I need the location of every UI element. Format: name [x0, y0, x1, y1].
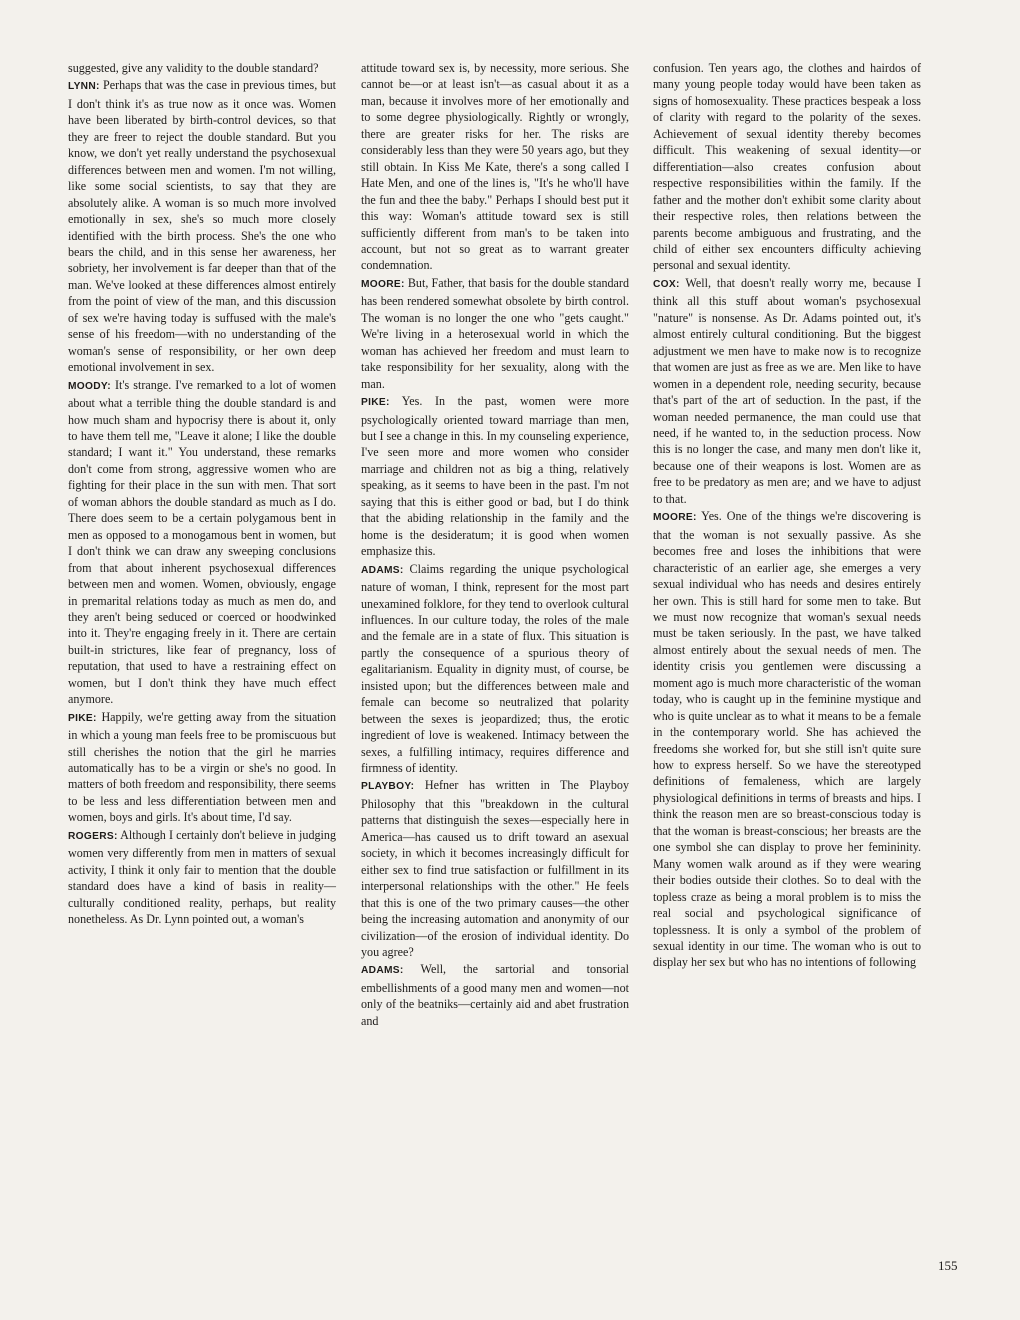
speaker-label: PIKE:: [361, 397, 390, 409]
speaker-label: LYNN:: [68, 81, 100, 93]
paragraph-text: Happily, we're getting away from the situation in which a young man feels free to be promiscuous but still cherishes the notion that the girl he marries automatically has to be a virgin or she's no good. In matters of both freedom and responsibility, there seems to be less and less differentiation between men and women, boys and girls. It's about time, I'd say.: [68, 709, 336, 825]
paragraph: [361, 393, 629, 560]
speaker-label: MOORE:: [653, 512, 697, 524]
page-number: 155: [938, 1258, 958, 1273]
paragraph: [361, 777, 629, 960]
paragraph-text: confusion. Ten years ago, the clothes and hairdos of many young people today would have been taken as signs of homosexuality. These practices bespeak a loss of clarity with regard to the polarity of the sexes. Achievement of sexual identity thereby becomes difficult. This weakening of sexual identity—or differentiation—also creates confusion about respective responsibilities within the family. If the father and the mother don't exhibit some clarity about their respective roles, then relations between the parents become ambiguous and frustrating, and the child of either sex encounters difficulty achieving personal and sexual identity.: [653, 61, 921, 273]
speaker-label: PLAYBOY:: [361, 781, 415, 793]
speaker-label: COX:: [653, 278, 680, 290]
paragraph-text: It's strange. I've remarked to a lot of women about what a terrible thing the double standard is and how much sham and hypocrisy there is about it, only to have them tell me, "Leave it alone; I like the double standard; I want it." You understand, these remarks don't come from strong, aggressive women who are fighting for their place in the sun with men. That sort of woman abhors the double standard as much as I do. There does seem to be a certain polygamous bent in men as opposed to a monogamous bent in women, but I don't think we can draw any sweeping conclusions from that about inherent psychosexual differences between men and women. Women, obviously, engage in premarital relations today as much as men do, and they aren't being seduced or coerced or hoodwinked into it. They're engaging freely in it. There are certain built-in strictures, like fear of pregnancy, loss of reputation, that used to have a restraining effect on women, but I don't think they have much effect anymore.: [68, 377, 336, 707]
paragraph-text: Although I certainly don't believe in judging women very differently from men in matters of sexual activity, I think it only fair to mention that the double standard does have a kind of basis in reality—culturally conditioned reality, perhaps, but reality nonetheless. As Dr. Lynn pointed out, a woman's: [68, 827, 336, 927]
paragraph: [68, 827, 336, 928]
paragraph-text: Well, that doesn't really worry me, because I think all this stuff about woman's psychosexual "nature" is nonsense. As Dr. Adams pointed out, it's almost entirely cultural conditioning. But the biggest adjustment we men have to make now is to recognize that women are just as free as we are. Men like to have women in a dependent role, needing security, because that's part of the art of seduction. In the past, if the woman needed permanence, the man could use that need, if he wanted to, in the seduction process. Now this is no longer the case, and many men don't like it, because one of their weapons is lost. Women are as free to be predatory as men are; and we have to adjust to that.: [653, 275, 921, 506]
paragraph: [653, 60, 921, 274]
paragraph: [68, 377, 336, 708]
speaker-label: MOORE:: [361, 278, 405, 290]
paragraph: [361, 60, 629, 274]
paragraph: [68, 60, 336, 76]
paragraph: [653, 275, 921, 507]
paragraph: [68, 77, 336, 375]
paragraph: [361, 275, 629, 392]
paragraph-text: Claims regarding the unique psychological nature of woman, I think, represent for the most part unexamined folklore, for they tend to overlook cultural influences. In our culture today, the roles of the male and the female are in a state of flux. This situation is partly the consequence of a spurious theory of egalitarianism. Equality in dignity must, of course, be insisted upon; but the differences between male and female can become so neutralized that polarity between the sexes is jeopardized; thus, the erotic ingredient of love is weakened. Intimacy between the sexes, a fulfilling intimacy, requires difference and firmness of identity.: [361, 561, 629, 776]
paragraph-text: Well, the sartorial and tonsorial embellishments of a good many men and women—not only of the beatniks—certainly aid and abet frustration and: [361, 962, 629, 1028]
speaker-label: ADAMS:: [361, 965, 404, 977]
paragraph-text: Perhaps that was the case in previous times, but I don't think it's as true now as it once was. Women have been liberated by birth-control devices, so that they are freer to reject the double standard. But you know, we don't yet really understand the psychosexual differences between men and women. I'm not willing, like some social scientists, to say that they are absolutely alike. A woman is so much more involved emotionally in sex, she's so much more closely identified with the birth process. She's the one who bears the child, and in this sense her awareness, her sobriety, her involvement is far deeper than that of the man. We've looked at these differences almost entirely from the point of view of the man, and this discussion of sex we're having today is suffused with the male's sense of his freedom—with no understanding of the woman's sense of responsibility, or her own deep emotional involvement in sex.: [68, 78, 336, 375]
paragraph: [361, 961, 629, 1029]
text-column-3: [653, 60, 921, 972]
text-column-2: [361, 60, 629, 1030]
text-column-1: [68, 60, 336, 929]
speaker-label: PIKE:: [68, 712, 97, 724]
paragraph: [653, 508, 921, 971]
paragraph-text: Hefner has written in The Playboy Philosophy that this "breakdown in the cultural patterns that distinguish the sexes—especially here in America—has caused us to drift toward an asexual society, in which it becomes increasingly difficult for either sex to find true satisfaction or fulfillment in its interpersonal relationships with the other." He feels that this is one of the two primary causes—the other being the increasing automation and anonymity of our civilization—of the erosion of individual identity. Do you agree?: [361, 778, 629, 960]
speaker-label: ROGERS:: [68, 830, 118, 842]
paragraph-text: But, Father, that basis for the double standard has been rendered somewhat obsolete by birth control. The woman is no longer the one who "gets caught." We're living in a heterosexual world in which the woman has achieved her freedom and must learn to take responsibility for her sexuality, along with the man.: [361, 275, 629, 391]
paragraph-text: Yes. One of the things we're discovering is that the woman is not sexually passive. As she becomes free and loses the inhibitions that were characteristic of an earlier age, she emerges a very sexual individual who has needs and desires entirely her own. This is still hard for some men to take. But we must now recognize that woman's sexual needs must be taken seriously. In the past, we have talked almost entirely about the sexual needs of men. The identity crisis you gentlemen were discussing a moment ago is much more characteristic of the woman today, who is caught up in the feminine mystique and who is quite unclear as to what it means to be a female in the contemporary world. She has achieved the freedoms she worked for, but she still isn't quite sure how to express herself. So we have the stereotyped definitions of femaleness, which are largely physiological definitions in terms of breasts and hips. I think the reason men are so breast-conscious today is that the woman is breast-conscious; her breasts are the one symbol she can display to prove her femininity. Many women walk around as if they were wearing their bodies outside their clothes. So to deal with the topless craze as being a moral problem is to miss the real social and psychological significance of toplessness. It is only a symbol of the problem of sexual identity in our time. The woman who is out to display her sex but who has no intentions of following: [653, 509, 922, 970]
paragraph: [361, 561, 629, 777]
paragraph-text: attitude toward sex is, by necessity, more serious. She cannot be—or at least isn't—as casual about it as a man, because it involves more of her emotionally and to some degree physiologically. Rightly or wrongly, there are greater risks for her. The risks are considerably less than they were 50 years ago, but they still obtain. In Kiss Me Kate, there's a song called I Hate Men, and one of the lines is, "It's he who'll have the fun and thee the baby." Perhaps I should best put it this way: Woman's attitude toward sex is still sufficiently different from man's to be taken into account, but not so great as to warrant greater condemnation.: [361, 61, 629, 273]
speaker-label: ADAMS:: [361, 564, 404, 576]
speaker-label: MOODY:: [68, 380, 111, 392]
paragraph: [68, 709, 336, 826]
paragraph-text: Yes. In the past, women were more psychologically oriented toward marriage than men, but I see a change in this. In my counseling experience, I've seen more and more women who consider marriage and children not as big a thing, relatively speaking, as it seems to have been in the past. I'm not saying that this is either good or bad, but I do think that the abiding relationship in the family and the home is the desideratum; it is good when women emphasize this.: [361, 394, 630, 559]
paragraph-text: suggested, give any validity to the double standard?: [68, 61, 319, 75]
